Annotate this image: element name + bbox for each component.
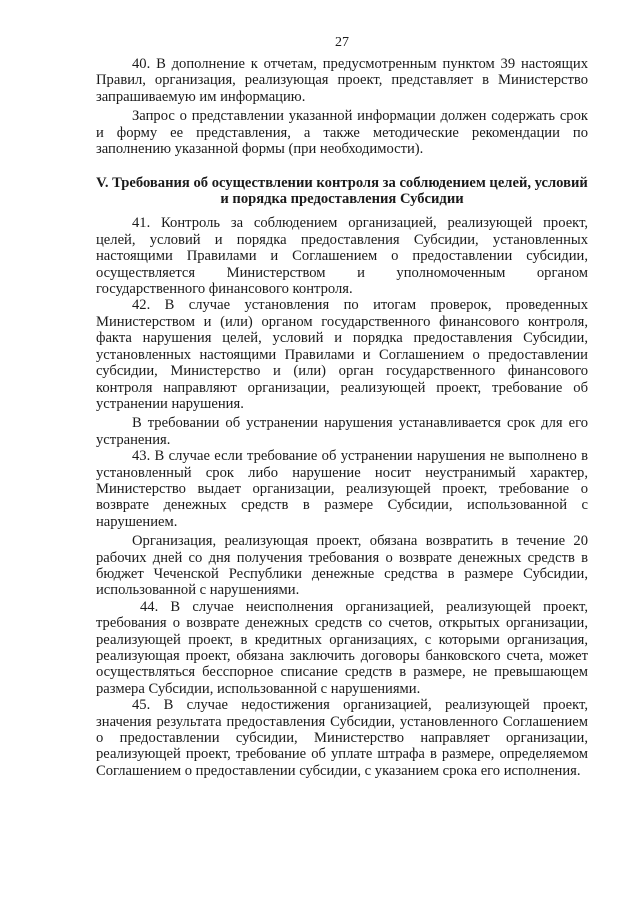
paragraph-43: 43. В случае если требование об устранении нарушения не выполнено в установленный срок либо нарушение носит неустранимый характер, Министерство выдает организации, реализующей проект, требование о возврате денежных средств в размере Субсидии, использованной с нарушением. <box>96 448 588 530</box>
paragraph-40: 40. В дополнение к отчетам, предусмотренным пунктом 39 настоящих Правил, организация, реализующая проект, представляет в Министерство запрашиваемую им информацию. <box>96 56 588 105</box>
paragraph-42: 42. В случае установления по итогам проверок, проведенных Министерством и (или) органом государственного финансового контроля, факта нарушения целей, условий и порядка предоставления Субсидии, установленных настоящими Правилами и Соглашением о предоставлении субсидии, Министерство и (или) орган государственного финансового контроля направляют организации, реализующей проект, требование об устранении нарушения. <box>96 297 588 412</box>
paragraph-refund: Организация, реализующая проект, обязана возвратить в течение 20 рабочих дней со дня получения требования о возврате денежных средств в бюджет Чеченской Республики денежные средства в размере Субсидии, использованной с нарушениями. <box>96 533 588 599</box>
paragraph-request: Запрос о представлении указанной информации должен содержать срок и форму ее представления, а также методические рекомендации по заполнению указанной формы (при необходимости). <box>96 108 588 158</box>
section-title: V. Требования об осуществлении контроля за соблюдением целей, условий и порядка предоставления Субсидии <box>96 175 588 208</box>
paragraph-41: 41. Контроль за соблюдением организацией, реализующей проект, целей, условий и порядка предоставления Субсидии, установленных настоящими Правилами и Соглашением о предоставлении субсидии, осуществляется Министерством и уполномоченным органом государственного финансового контроля. <box>96 215 588 298</box>
page-number: 27 <box>335 35 349 50</box>
paragraph-44: 44. В случае неисполнения организацией, реализующей проект, требования о возврате денежных средств со счетов, открытых организации, реализующей проект, в кредитных организациях, с которыми организация, реализующая проект, обязана заключить договоры банковского счета, может осуществляться бесспорное списание средств в размере, не превышающем размера Субсидии, использованной с нарушениями. <box>96 598 588 697</box>
paragraph-45: 45. В случае недостижения организацией, реализующей проект, значения результата предоставления Субсидии, установленного Соглашением о предоставлении субсидии, Министерство направляет организации, реализующей проект, требование об уплате штрафа в размере, определяемом Соглашением о предоставлении субсидии, с указанием срока его исполнения. <box>96 697 588 779</box>
document-page <box>96 34 588 779</box>
paragraph-deadline: В требовании об устранении нарушения устанавливается срок для его устранения. <box>96 415 588 448</box>
